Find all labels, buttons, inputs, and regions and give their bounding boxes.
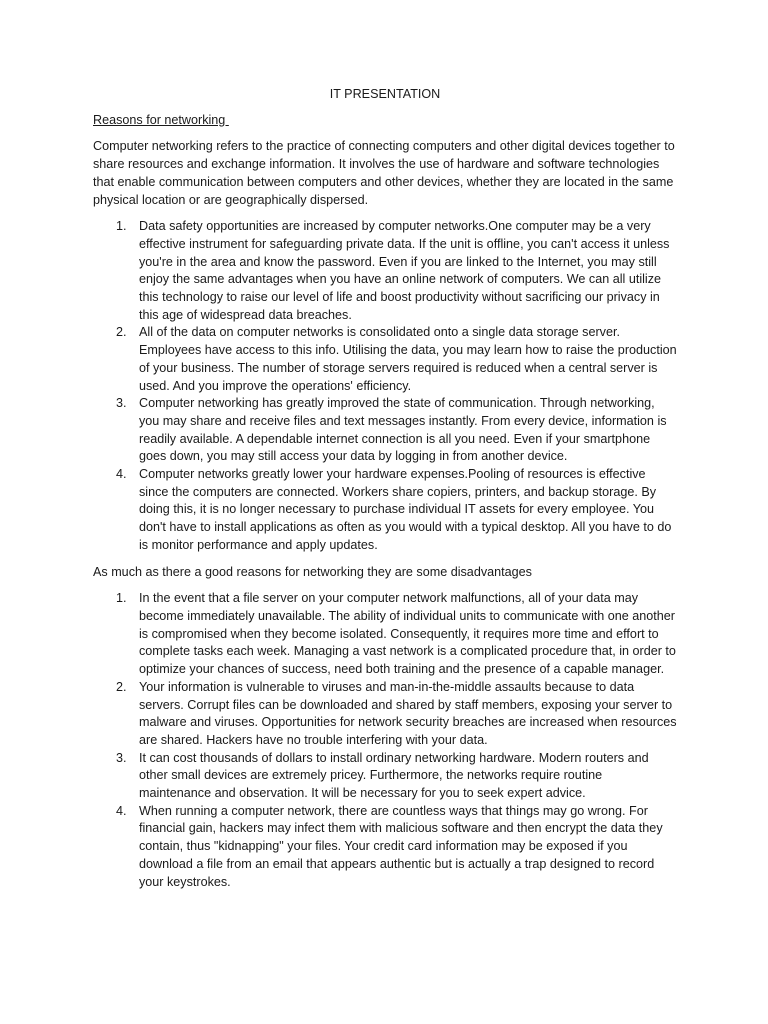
list-number: 3. [116, 750, 127, 765]
list-number: 4. [116, 803, 127, 818]
list-item [93, 590, 677, 679]
list-number: 2. [116, 679, 127, 694]
list-item-text: When running a computer network, there are countless ways that things may go wrong. For financial gain, hackers may infect them with malicious software and then encrypt the data they contain, thus "kidnapping" your files. Your credit card information may be exposed if you download a file from an email that appears authentic but is actually a trap designed to record your keystrokes. [139, 803, 663, 889]
list-item-text: Computer networks greatly lower your hardware expenses.Pooling of resources is effective since the computers are connected. Workers share copiers, printers, and backup storage. By doing this, it is no longer necessary to purchase individual IT assets for every employee. You don't have to install applications as often as you would with a typical desktop. All you have to do is monitor performance and apply updates. [139, 467, 672, 552]
list-item [93, 803, 677, 892]
list-item [93, 324, 677, 395]
list-number: 2. [116, 325, 127, 340]
list-item-text: Computer networking has greatly improved the state of communication. Through networking, you may share and receive files and text messages instantly. From every device, information is readily available. A dependable internet connection is all you need. Even if your smartphone goes down, you may still access your data by logging in from another device. [139, 396, 667, 464]
advantages-list [93, 218, 677, 554]
transition-paragraph: As much as there a good reasons for networking they are some disadvantages [93, 564, 532, 579]
intro-paragraph: Computer networking refers to the practice of connecting computers and other digital devices together to share resources and exchange information. It involves the use of hardware and software technologies that enable communication between computers and other devices, whether they are located in the same physical location or are geographically dispersed. [93, 139, 675, 207]
list-item-text: In the event that a file server on your computer network malfunctions, all of your data may become immediately unavailable. The ability of individual units to communicate with one another is compromised when they become isolated. Consequently, it requires more time and effort to complete tasks each week. Managing a vast network is a complicated procedure that, in order to optimize your chances of success, need both training and the presence of a capable manager. [139, 591, 676, 677]
disadvantages-list [93, 590, 677, 891]
list-number: 4. [116, 467, 127, 482]
list-item [93, 679, 677, 750]
list-number: 3. [116, 396, 127, 411]
list-item-text: All of the data on computer networks is consolidated onto a single data storage server. Employees have access to this info. Utilising the data, you may learn how to raise the production of your business. The number of storage servers required is reduced when a central server is used. And you improve the operations' efficiency. [139, 325, 677, 393]
list-item-text: It can cost thousands of dollars to install ordinary networking hardware. Modern routers and other small devices are extremely pricey. Furthermore, the networks require routine maintenance and observation. It will be necessary for you to seek expert advice. [139, 750, 649, 801]
list-number: 1. [116, 591, 127, 606]
list-item [93, 218, 677, 324]
list-item-text: Your information is vulnerable to viruses and man-in-the-middle assaults because to data servers. Corrupt files can be downloaded and shared by staff members, exposing your server to malware and viruses. Opportunities for network security breaches are increased when resources are shared. Hackers have no trouble interfering with your data. [139, 679, 677, 747]
section-heading: Reasons for networking [93, 112, 229, 127]
list-item [93, 466, 677, 555]
list-item [93, 750, 677, 803]
list-item [93, 395, 677, 466]
list-number: 1. [116, 219, 127, 234]
list-item-text: Data safety opportunities are increased by computer networks.One computer may be a very effective instrument for safeguarding private data. If the unit is offline, you can't access it unless you're in the area and know the password. Even if you are linked to the Internet, you may still enjoy the same advantages when you have an online network of computers. We can all utilize this technology to raise our level of life and boost productivity without sacrificing our privacy in this age of widespread data breaches. [139, 219, 670, 322]
document-title: IT PRESENTATION [329, 87, 441, 101]
document-page [93, 86, 677, 900]
